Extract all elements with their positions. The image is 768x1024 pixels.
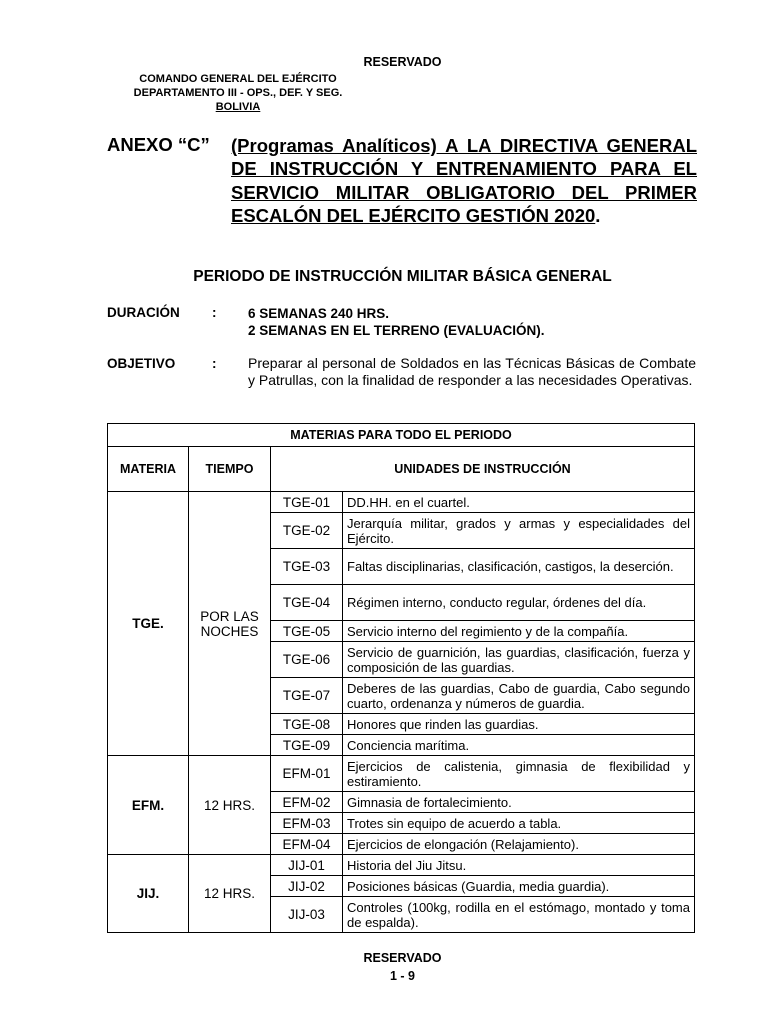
org-line-2: DEPARTAMENTO III - OPS., DEF. Y SEG. xyxy=(133,87,343,99)
table-row xyxy=(108,492,695,513)
unit-description: Trotes sin equipo de acuerdo a tabla. xyxy=(343,813,695,834)
classification-footer: RESERVADO xyxy=(363,951,442,965)
unit-code: EFM-03 xyxy=(271,813,343,834)
table-title-row xyxy=(108,424,695,447)
org-line-1: COMANDO GENERAL DEL EJÉRCITO xyxy=(139,73,337,85)
unit-code: TGE-09 xyxy=(271,735,343,756)
objective-colon: : xyxy=(212,356,217,371)
header-tiempo: TIEMPO xyxy=(189,447,271,492)
unit-description: Conciencia marítima. xyxy=(343,735,695,756)
page-number: 1 - 9 xyxy=(389,969,415,983)
classification-header: RESERVADO xyxy=(363,55,442,69)
unit-description: Faltas disciplinarias, clasificación, castigos, la deserción. xyxy=(343,549,695,585)
table-row xyxy=(108,756,695,792)
unit-code: EFM-01 xyxy=(271,756,343,792)
unit-description: Servicio interno del regimiento y de la compañía. xyxy=(343,621,695,642)
tiempo-cell: 12 HRS. xyxy=(189,756,271,855)
header-unidades: UNIDADES DE INSTRUCCIÓN xyxy=(271,447,695,492)
unit-description: Deberes de las guardias, Cabo de guardia, Cabo segundo cuarto, ordenanza y números de guardia. xyxy=(343,678,695,714)
unit-code: TGE-04 xyxy=(271,585,343,621)
unit-description: Controles (100kg, rodilla en el estómago, montado y toma de espalda). xyxy=(343,897,695,933)
unit-code: JIJ-01 xyxy=(271,855,343,876)
annex-label: ANEXO “C” xyxy=(107,134,210,155)
header-materia: MATERIA xyxy=(108,447,189,492)
annex-title-text: (Programas Analíticos) A LA DIRECTIVA GENERAL DE INSTRUCCIÓN Y ENTRENAMIENTO PARA EL SERVICIO MILITAR OBLIGATORIO DEL PRIMER ESCALÓN DEL EJÉRCITO GESTIÓN 2020 xyxy=(231,135,697,226)
unit-description: Honores que rinden las guardias. xyxy=(343,714,695,735)
unit-description: Régimen interno, conducto regular, órdenes del día. xyxy=(343,585,695,621)
tiempo-cell: 12 HRS. xyxy=(189,855,271,933)
duration-line-1: 6 SEMANAS 240 HRS. xyxy=(248,306,390,321)
table-title: MATERIAS PARA TODO EL PERIODO xyxy=(108,424,695,447)
annex-title xyxy=(231,134,697,227)
duration-value xyxy=(248,305,545,339)
unit-description: Ejercicios de calistenia, gimnasia de flexibilidad y estiramiento. xyxy=(343,756,695,792)
unit-code: JIJ-02 xyxy=(271,876,343,897)
materia-cell: JIJ. xyxy=(108,855,189,933)
org-line-3: BOLIVIA xyxy=(215,101,261,113)
materia-cell: EFM. xyxy=(108,756,189,855)
table-header-row xyxy=(108,447,695,492)
unit-description: DD.HH. en el cuartel. xyxy=(343,492,695,513)
unit-description: Servicio de guarnición, las guardias, clasificación, fuerza y composición de las guardias. xyxy=(343,642,695,678)
unit-code: TGE-07 xyxy=(271,678,343,714)
unit-description: Jerarquía militar, grados y armas y especialidades del Ejército. xyxy=(343,513,695,549)
unit-description: Ejercicios de elongación (Relajamiento). xyxy=(343,834,695,855)
unit-code: EFM-04 xyxy=(271,834,343,855)
annex-title-end: . xyxy=(595,204,601,226)
subjects-table xyxy=(107,423,695,933)
unit-code: JIJ-03 xyxy=(271,897,343,933)
materia-cell: TGE. xyxy=(108,492,189,756)
unit-code: TGE-01 xyxy=(271,492,343,513)
unit-code: TGE-05 xyxy=(271,621,343,642)
unit-code: TGE-08 xyxy=(271,714,343,735)
unit-description: Posiciones básicas (Guardia, media guardia). xyxy=(343,876,695,897)
unit-code: TGE-06 xyxy=(271,642,343,678)
table-row xyxy=(108,855,695,876)
objective-text: Preparar al personal de Soldados en las Técnicas Básicas de Combate y Patrullas, con la finalidad de responder a las necesidades Operativas. xyxy=(248,355,696,389)
unit-description: Gimnasia de fortalecimiento. xyxy=(343,792,695,813)
duration-line-2: 2 SEMANAS EN EL TERRENO (EVALUACIÓN). xyxy=(248,323,545,338)
unit-code: TGE-02 xyxy=(271,513,343,549)
unit-description: Historia del Jiu Jitsu. xyxy=(343,855,695,876)
objective-label: OBJETIVO xyxy=(107,356,176,371)
unit-code: TGE-03 xyxy=(271,549,343,585)
unit-code: EFM-02 xyxy=(271,792,343,813)
period-title: PERIODO DE INSTRUCCIÓN MILITAR BÁSICA GENERAL xyxy=(193,268,612,285)
organization-block xyxy=(108,72,368,114)
duration-label: DURACIÓN xyxy=(107,305,180,320)
duration-colon: : xyxy=(212,305,217,320)
tiempo-cell: POR LAS NOCHES xyxy=(189,492,271,756)
